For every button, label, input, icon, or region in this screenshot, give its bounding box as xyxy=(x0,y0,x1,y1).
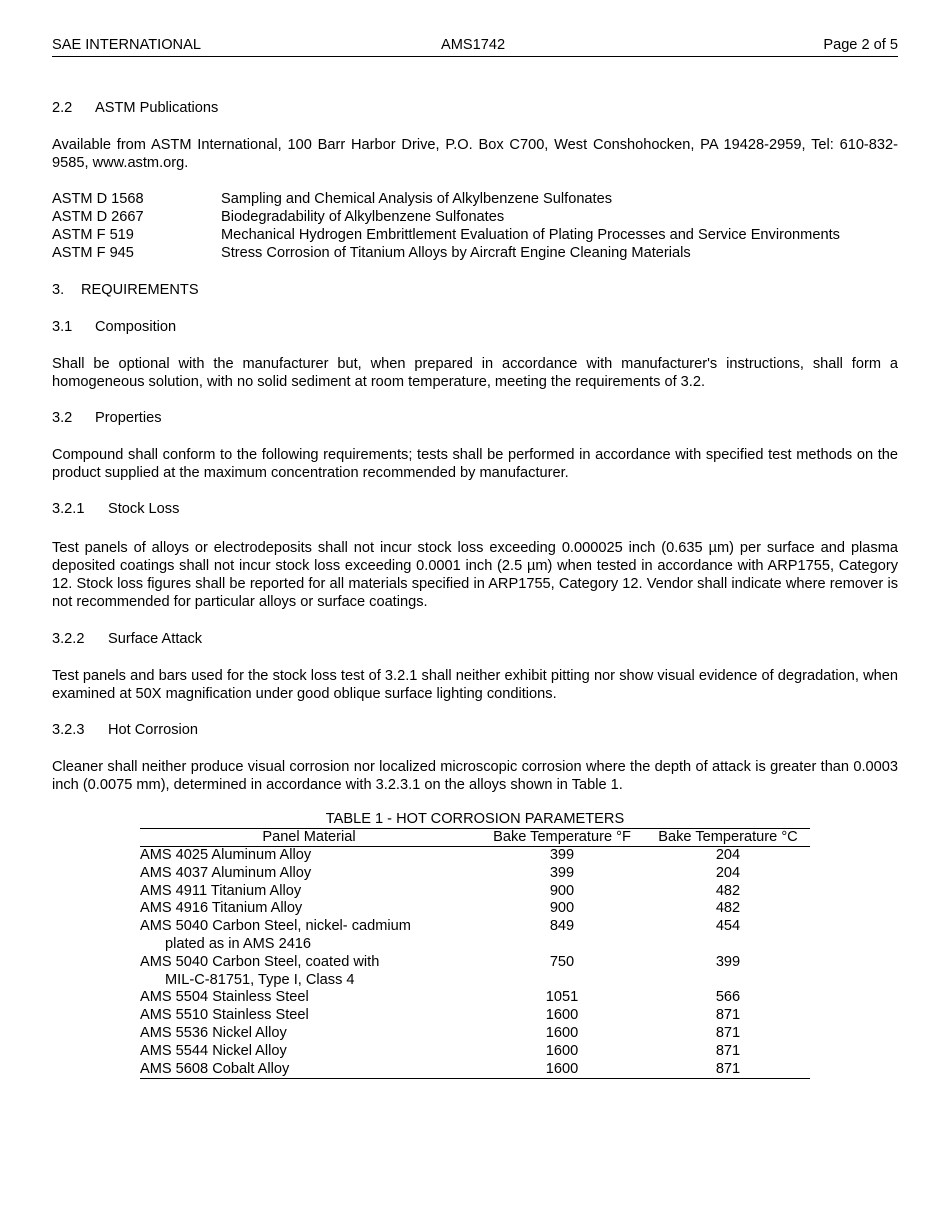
astm-availability-paragraph: Available from ASTM International, 100 Barr Harbor Drive, P.O. Box C700, West Conshohocken, PA 19428-2959, Tel: 610-832-9585, www.astm.org. xyxy=(52,137,898,171)
cell-bake-temp-f: 1600 xyxy=(545,1024,579,1041)
material-line-1: AMS 4911 Titanium Alloy xyxy=(140,882,302,899)
section-number: 3.2.1 xyxy=(52,501,85,517)
material-line-1: AMS 5040 Carbon Steel, coated with xyxy=(140,953,380,970)
section-title: ASTM Publications xyxy=(95,100,219,116)
cell-bake-temp-c: 871 xyxy=(715,1042,741,1059)
cell-bake-temp-f: 750 xyxy=(549,953,575,970)
cell-bake-temp-c: 454 xyxy=(715,918,741,935)
section-number: 3.2.3 xyxy=(52,722,85,738)
cell-bake-temp-f: 1600 xyxy=(545,1007,579,1024)
header-bake-temp-f: Bake Temperature °F xyxy=(478,829,646,847)
cell-bake-temp-f: 849 xyxy=(549,918,575,935)
cell-panel-material xyxy=(140,847,478,865)
table-body xyxy=(140,847,810,1079)
composition-paragraph: Shall be optional with the manufacturer but, when prepared in accordance with manufacturer's instructions, shall form a homogeneous solution, with no solid sediment at room temperature, meeting the requirements of 3.2. xyxy=(52,356,898,390)
section-heading-3-1 xyxy=(52,318,177,336)
astm-reference-title: Sampling and Chemical Analysis of Alkylbenzene Sulfonates xyxy=(221,191,613,207)
cell-panel-material xyxy=(140,989,478,1007)
section-number: 3. xyxy=(52,282,65,298)
stock-loss-paragraph: Test panels of alloys or electrodeposits shall not incur stock loss exceeding 0.000025 inch (0.635 µm) per surface and plasma deposited coatings shall not incur stock loss exceeding 0.0001 inch (2.5 µm) when tested in accordance with ARP1755, Category 12. Stock loss figures shall be reported for all materials specified in ARP1755, Category 12. Vendor shall indicate where remover is not recommended for particular alloys or surface coatings. xyxy=(52,540,898,610)
properties-paragraph: Compound shall conform to the following requirements; tests shall be performed in accordance with specified test methods on the product supplied at the maximum concentration recommended by manufacturer. xyxy=(52,447,898,481)
header-bake-temp-c: Bake Temperature °C xyxy=(646,829,810,847)
material-line-1: AMS 4916 Titanium Alloy xyxy=(140,900,303,917)
section-heading-3-2-2 xyxy=(52,630,203,648)
page-header xyxy=(52,36,898,57)
material-line-2: plated as in AMS 2416 xyxy=(165,935,312,952)
cell-panel-material xyxy=(140,954,478,990)
header-panel-material: Panel Material xyxy=(140,829,478,847)
astm-reference-code: ASTM D 2667 xyxy=(52,209,144,225)
table-row xyxy=(140,989,810,1007)
section-title: REQUIREMENTS xyxy=(81,282,199,298)
astm-reference-code: ASTM F 519 xyxy=(52,227,134,243)
astm-reference-code: ASTM F 945 xyxy=(52,245,134,261)
cell-bake-temp-c: 482 xyxy=(715,882,741,899)
cell-bake-temp-c: 399 xyxy=(715,953,741,970)
cell-bake-temp-c: 482 xyxy=(715,900,741,917)
cell-panel-material xyxy=(140,883,478,901)
section-number: 3.2 xyxy=(52,410,73,426)
cell-panel-material xyxy=(140,1007,478,1025)
table-header-row xyxy=(140,829,810,847)
astm-reference-code: ASTM D 1568 xyxy=(52,191,144,207)
material-line-1: AMS 4025 Aluminum Alloy xyxy=(140,847,312,863)
table-caption: TABLE 1 - HOT CORROSION PARAMETERS xyxy=(325,811,625,827)
material-line-1: AMS 5040 Carbon Steel, nickel- cadmium xyxy=(140,918,411,935)
material-line-1: AMS 5510 Stainless Steel xyxy=(140,1007,309,1024)
table-row xyxy=(140,900,810,918)
section-heading-3-2-3 xyxy=(52,721,199,739)
astm-reference-title: Stress Corrosion of Titanium Alloys by Aircraft Engine Cleaning Materials xyxy=(221,245,691,261)
header-page-number: Page 2 of 5 xyxy=(823,37,898,53)
section-heading-3-2 xyxy=(52,409,162,427)
section-title: Composition xyxy=(95,319,177,335)
section-number: 3.1 xyxy=(52,319,73,335)
material-line-2: MIL-C-81751, Type I, Class 4 xyxy=(165,971,355,988)
cell-bake-temp-c: 871 xyxy=(646,1061,810,1079)
hot-corrosion-paragraph: Cleaner shall neither produce visual corrosion nor localized microscopic corrosion where the depth of attack is greater than 0.0003 inch (0.0075 mm), determined in accordance with 3.2.3.1 on the alloys shown in Table 1. xyxy=(52,759,898,793)
section-title: Stock Loss xyxy=(108,501,180,517)
section-number: 2.2 xyxy=(52,100,73,116)
section-number: 3.2.2 xyxy=(52,631,85,647)
cell-bake-temp-f: 399 xyxy=(549,864,575,881)
cell-bake-temp-c: 204 xyxy=(715,847,741,863)
table-row xyxy=(140,1061,810,1079)
cell-panel-material xyxy=(140,1061,478,1079)
cell-panel-material xyxy=(140,918,478,954)
material-line-1: AMS 5608 Cobalt Alloy xyxy=(140,1060,290,1077)
section-heading-2-2 xyxy=(52,99,219,117)
cell-bake-temp-f: 1600 xyxy=(478,1061,646,1079)
table-row xyxy=(140,918,810,954)
table-row xyxy=(140,1025,810,1043)
cell-bake-temp-c: 871 xyxy=(715,1024,741,1041)
table-row xyxy=(140,954,810,990)
header-doc-number: AMS1742 xyxy=(441,37,506,53)
cell-bake-temp-f: 1600 xyxy=(545,1042,579,1059)
cell-panel-material xyxy=(140,1043,478,1061)
table-row xyxy=(140,865,810,883)
cell-bake-temp-f: 900 xyxy=(549,900,575,917)
surface-attack-paragraph: Test panels and bars used for the stock loss test of 3.2.1 shall neither exhibit pitting nor show visual evidence of degradation, when examined at 50X magnification under good oblique surface lighting conditions. xyxy=(52,668,898,702)
table-row xyxy=(140,1043,810,1061)
cell-panel-material xyxy=(140,865,478,883)
cell-bake-temp-c: 871 xyxy=(715,1007,741,1024)
material-line-1: AMS 4037 Aluminum Alloy xyxy=(140,864,312,881)
cell-panel-material xyxy=(140,900,478,918)
cell-bake-temp-f: 900 xyxy=(549,882,575,899)
table-row xyxy=(140,847,810,865)
cell-bake-temp-c: 204 xyxy=(715,864,741,881)
section-heading-3 xyxy=(52,281,199,299)
header-org: SAE INTERNATIONAL xyxy=(52,37,201,53)
section-title: Surface Attack xyxy=(108,631,203,647)
section-title: Properties xyxy=(95,410,162,426)
material-line-1: AMS 5536 Nickel Alloy xyxy=(140,1024,287,1041)
table-row xyxy=(140,1007,810,1025)
section-title: Hot Corrosion xyxy=(108,722,199,738)
cell-bake-temp-f: 399 xyxy=(549,847,575,863)
cell-bake-temp-c: 566 xyxy=(715,989,741,1006)
table-1 xyxy=(140,810,810,1079)
cell-bake-temp-f: 1051 xyxy=(545,989,579,1006)
table-row xyxy=(140,883,810,901)
section-heading-3-2-1 xyxy=(52,500,180,518)
astm-reference-title: Mechanical Hydrogen Embrittlement Evaluation of Plating Processes and Service Environments xyxy=(221,227,840,243)
material-line-1: AMS 5544 Nickel Alloy xyxy=(140,1042,287,1059)
cell-panel-material xyxy=(140,1025,478,1043)
astm-reference-title: Biodegradability of Alkylbenzene Sulfonates xyxy=(221,209,505,225)
material-line-1: AMS 5504 Stainless Steel xyxy=(140,989,309,1006)
hot-corrosion-table xyxy=(140,828,810,1079)
